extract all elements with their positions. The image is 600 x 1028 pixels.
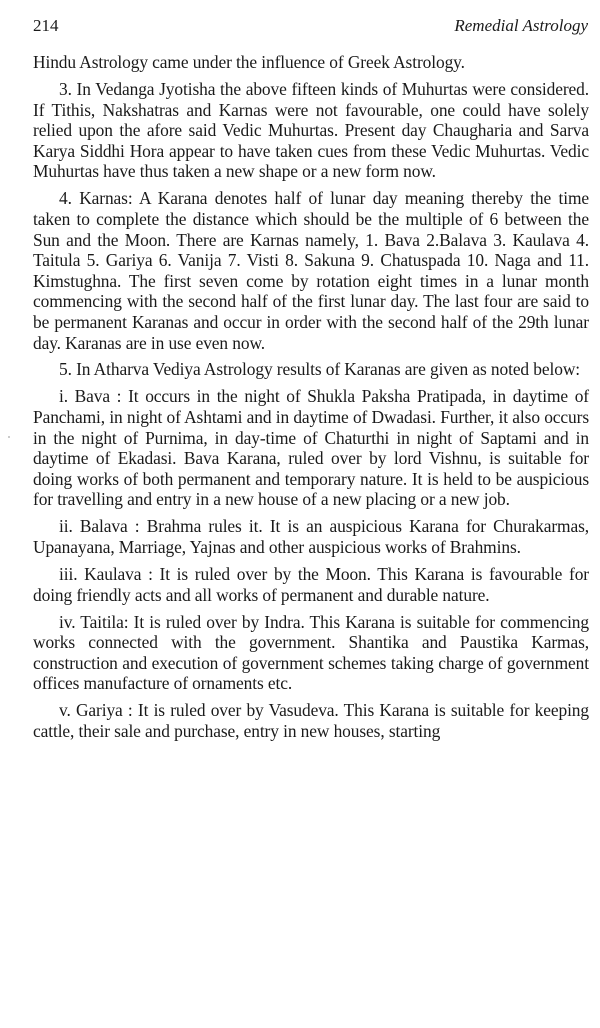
paragraph-point-5: 5. In Atharva Vediya Astrology results of Karanas are given as noted below: [59, 359, 581, 380]
paragraph-karana-kaulava: iii. Kaulava : It is ruled over by the Moon. This Karana is favourable for doing friendly acts and all works of permanent and durable nature. [33, 564, 589, 605]
paragraph-karana-gariya: v. Gariya : It is ruled over by Vasudeva. This Karana is suitable for keeping cattle, their sale and purchase, entry in new houses, starting [33, 700, 589, 741]
running-head [33, 15, 588, 37]
paragraph-point-3: 3. In Vedanga Jyotisha the above fifteen kinds of Muhurtas were considered. If Tithis, Nakshatras and Karnas were not favourable, one could have solely relied upon the afore said Vedic Muhurtas. Present day Chaugharia and Sarva Karya Siddhi Hora appear to have taken cues from these Vedic Muhurtas. Vedic Muhurtas have thus taken a new shape or a new form now. [33, 78, 589, 182]
paragraph-karana-bava: i. Bava : It occurs in the night of Shukla Paksha Pratipada, in daytime of Panchami, in night of Ashtami and in daytime of Dwadasi. Further, it also occurs in the night of Purnima, in day-time of Chaturthi in night of Saptami and in daytime of Ekadasi. Bava Karana, ruled over by lord Vishnu, is suitable for doing works of both permanent and temporary nature. It is held to be auspicious for travelling and entry in a new house of a new placing or a new job. [33, 386, 589, 510]
body-text [33, 52, 589, 748]
paragraph-point-4: 4. Karnas: A Karana denotes half of lunar day meaning thereby the time taken to complete the distance which should be the multiple of 6 between the Sun and the Moon. There are Karnas namely, 1. Bava 2.Balava 3. Kaulava 4. Taitula 5. Gariya 6. Vanija 7. Visti 8. Sakuna 9. Chatuspada 10. Naga and 11. Kimstughna. The first seven come by rotation eight times in a lunar month commencing with the second half of the first lunar day. The last four are said to be permanent Karanas and occur in order with the second half of the 29th lunar day. Karanas are in use even now. [33, 188, 589, 353]
paragraph-continuation: Hindu Astrology came under the influence of Greek Astrology. [33, 52, 465, 72]
scan-speck [8, 436, 10, 438]
book-title: Remedial Astrology [454, 16, 588, 35]
paragraph-karana-balava: ii. Balava : Brahma rules it. It is an auspicious Karana for Churakarmas, Upanayana, Marriage, Yajnas and other auspicious works of Brahmins. [33, 516, 589, 558]
paragraph-karana-taitila: iv. Taitila: It is ruled over by Indra. This Karana is suitable for commencing works connected with the government. Shantika and Paustika Karmas, construction and execution of government schemes taking charge of government offices manufacture of ornaments etc. [33, 611, 589, 694]
page-number: 214 [33, 16, 59, 35]
